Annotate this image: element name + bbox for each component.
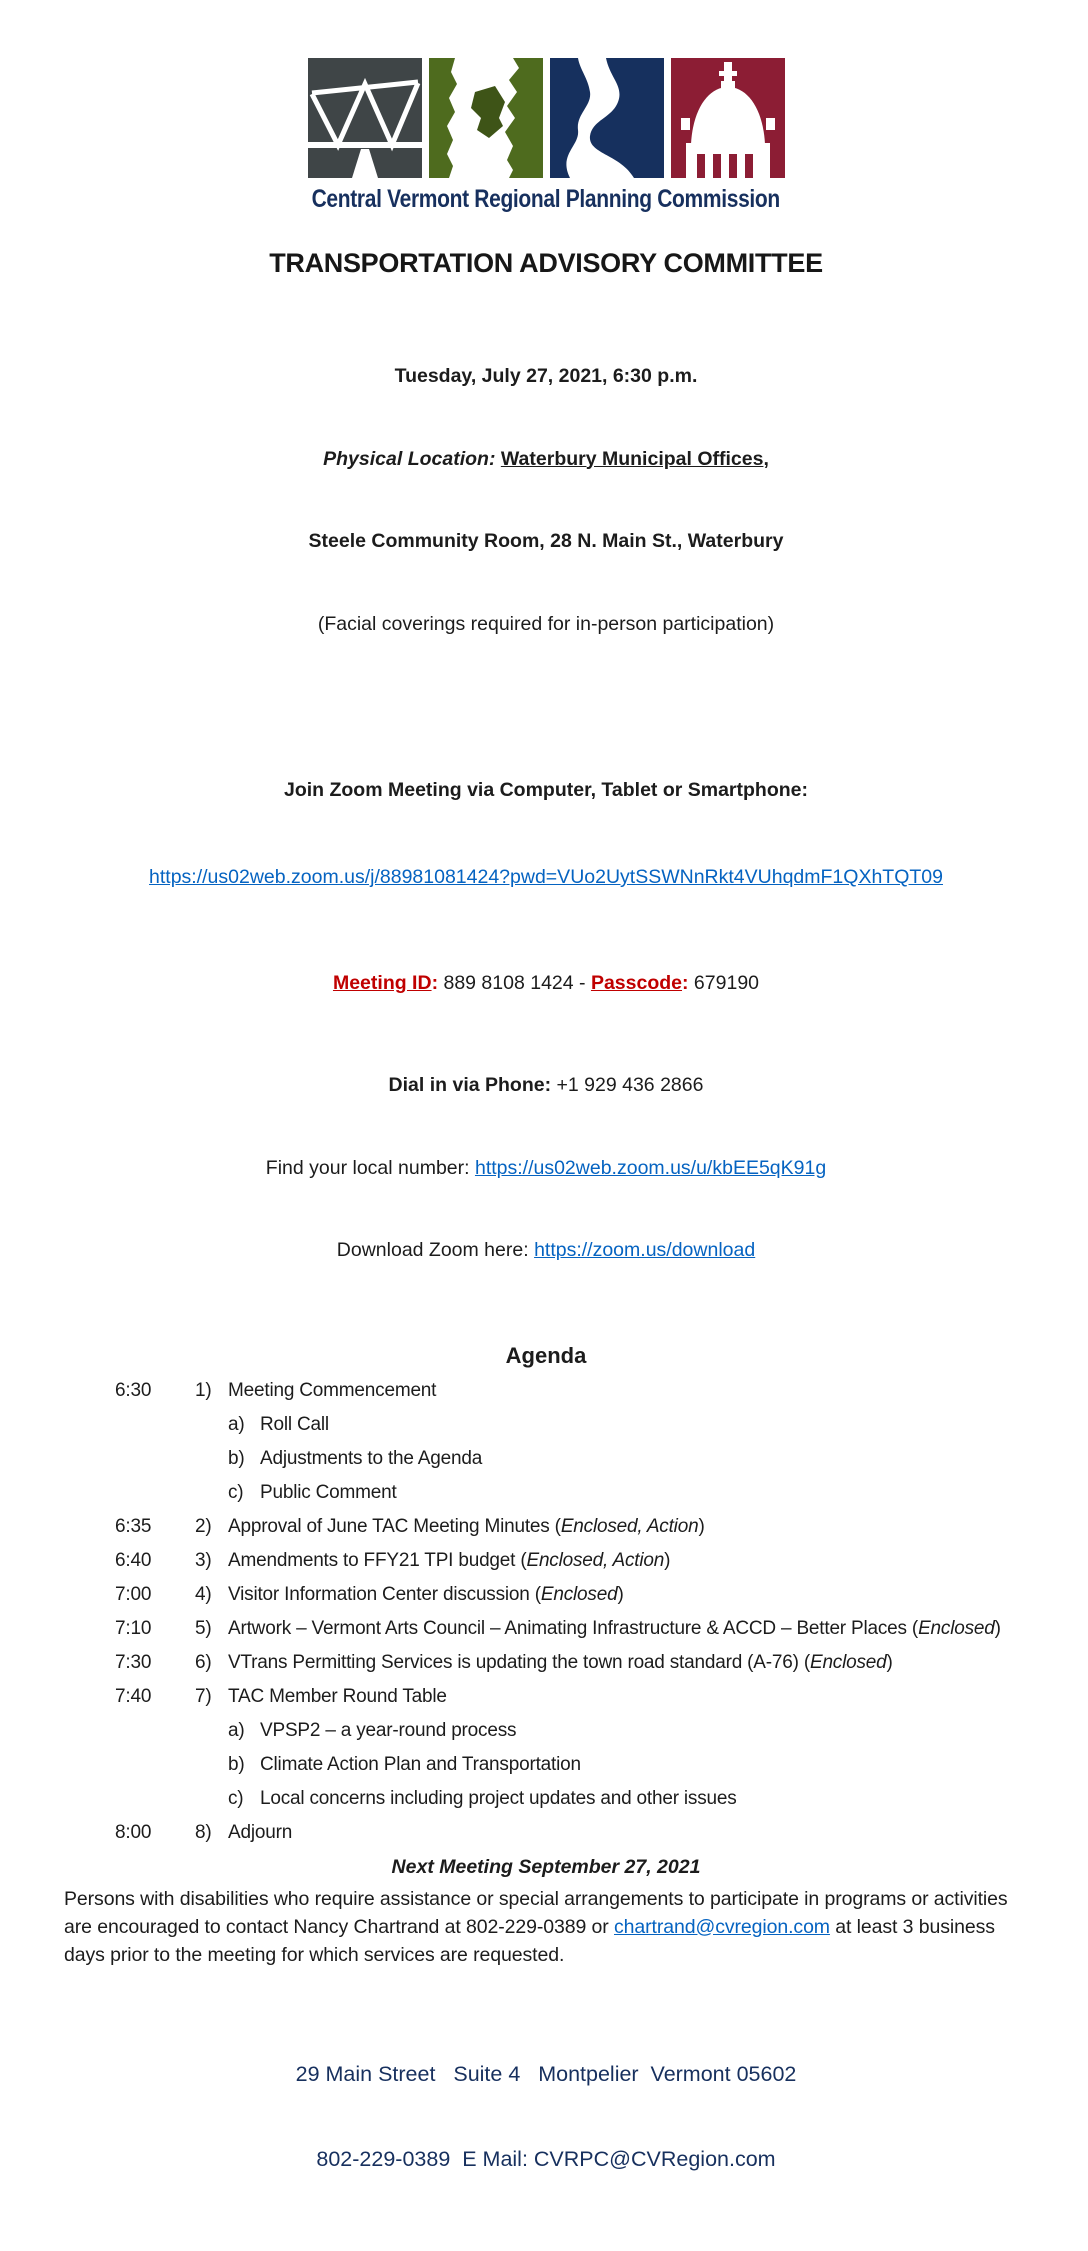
agenda-text-plain: Amendments to FFY21 TPI budget ( <box>228 1549 527 1571</box>
agenda-number: 4) <box>195 1583 212 1605</box>
meeting-id-label: Meeting ID <box>332 972 432 994</box>
agenda-time: 7:00 <box>115 1583 152 1605</box>
agenda-letter: a) <box>228 1413 245 1435</box>
agenda-number: 6) <box>195 1651 212 1673</box>
bridge-icon <box>308 58 422 178</box>
agenda-sub-text: Climate Action Plan and Transportation <box>260 1753 581 1775</box>
agenda-number: 3) <box>195 1549 212 1571</box>
agenda-letter: a) <box>228 1719 245 1741</box>
agenda-list <box>64 1374 1028 1850</box>
agenda-text <box>228 1578 1028 1612</box>
meeting-datetime: Tuesday, July 27, 2021, 6:30 p.m. <box>394 365 698 387</box>
notice-text-after: at least 3 business days prior to the meeting for which services are requested. <box>64 1915 1001 1966</box>
agenda-subitem-1c <box>64 1476 1028 1510</box>
agenda-time: 7:10 <box>115 1617 152 1639</box>
agenda-item-1 <box>64 1374 1028 1408</box>
agenda-time: 7:30 <box>115 1651 152 1673</box>
agenda-item-2 <box>64 1510 1028 1544</box>
local-number-label: Find your local number: <box>265 1156 475 1179</box>
agenda-subitem-1a <box>64 1408 1028 1442</box>
agenda-text-after: ) <box>994 1617 1001 1639</box>
passcode-value: 679190 <box>688 972 760 994</box>
cvrpc-logo <box>64 58 1028 214</box>
meeting-location-line <box>64 446 1028 474</box>
dial-value: +1 929 436 2866 <box>551 1074 704 1096</box>
agenda-letter: b) <box>228 1753 245 1775</box>
agenda-number: 8) <box>195 1821 212 1843</box>
download-zoom-link[interactable]: https://zoom.us/download <box>534 1239 756 1261</box>
logo-wordmark: Central Vermont Regional Planning Commission <box>311 185 781 213</box>
agenda-number: 1) <box>195 1379 212 1401</box>
logo-panels <box>64 58 1028 178</box>
location-label: Physical Location: <box>323 447 501 470</box>
agenda-number: 2) <box>195 1515 212 1537</box>
agenda-text-after: ) <box>698 1515 705 1537</box>
agenda-text <box>228 1612 1028 1646</box>
agenda-text-italic: Enclosed <box>809 1651 887 1673</box>
agenda-subitem-7b <box>64 1748 1028 1782</box>
agenda-item-8 <box>64 1816 1028 1850</box>
agenda-text <box>228 1510 1028 1544</box>
agenda-text-after: ) <box>617 1583 624 1605</box>
agenda-item-3 <box>64 1544 1028 1578</box>
agenda-text-after: ) <box>664 1549 671 1571</box>
agenda-text-italic: Enclosed, Action <box>526 1549 665 1571</box>
agenda-subitem-7c <box>64 1782 1028 1816</box>
agenda-text-plain: Approval of June TAC Meeting Minutes ( <box>228 1515 561 1537</box>
agenda-text-plain: Artwork – Vermont Arts Council – Animating Infrastructure & ACCD – Better Places ( <box>228 1617 919 1639</box>
agenda-text: TAC Member Round Table <box>228 1685 447 1707</box>
local-number-line <box>64 1155 1028 1183</box>
meeting-id-value: 889 8108 1424 - <box>438 972 591 994</box>
agenda-time: 6:30 <box>115 1379 152 1401</box>
agenda-text-plain: Visitor Information Center discussion ( <box>228 1583 541 1605</box>
agenda-sub-text: Local concerns including project updates and other issues <box>260 1787 737 1809</box>
agenda-heading: Agenda <box>505 1342 587 1368</box>
agenda-time: 6:40 <box>115 1549 152 1571</box>
footer-address: 29 Main Street Suite 4 Montpelier Vermont 05602 <box>295 2061 797 2086</box>
agenda-subitem-1b <box>64 1442 1028 1476</box>
dial-line <box>64 1072 1028 1100</box>
agenda-item-7 <box>64 1680 1028 1714</box>
agenda-time: 7:40 <box>115 1685 152 1707</box>
meeting-id-colon: : <box>431 972 439 994</box>
agenda-item-4 <box>64 1578 1028 1612</box>
capitol-dome-icon <box>671 58 785 178</box>
agenda-time: 6:35 <box>115 1515 152 1537</box>
download-label: Download Zoom here: <box>336 1239 535 1261</box>
agenda-number: 7) <box>195 1685 212 1707</box>
agenda-sub-text: VPSP2 – a year-round process <box>260 1719 517 1741</box>
agenda-text-italic: Enclosed <box>540 1583 618 1605</box>
join-link-line <box>64 863 1028 892</box>
dial-label: Dial in via Phone: <box>388 1074 552 1096</box>
location-value: Waterbury Municipal Offices <box>500 447 764 470</box>
agenda-text-italic: Enclosed, Action <box>560 1515 699 1537</box>
notice-text-before: Persons with disabilities who require assistance or special arrangements to participate in programs or activities are encouraged to contact Nancy Chartrand at 802-229-0389 or <box>64 1887 1013 1938</box>
facial-covering-note: (Facial coverings required for in-person participation) <box>317 612 775 635</box>
passcode-label: Passcode <box>590 972 683 994</box>
agenda-text <box>228 1646 1028 1680</box>
agenda-time: 8:00 <box>115 1821 152 1843</box>
agenda-number: 5) <box>195 1617 212 1639</box>
location-comma: , <box>763 447 769 470</box>
next-meeting-note: Next Meeting September 27, 2021 <box>391 1855 701 1878</box>
passcode-colon: : <box>682 972 689 994</box>
agenda-text: Adjourn <box>228 1821 293 1843</box>
agenda-sub-text: Adjustments to the Agenda <box>260 1447 483 1469</box>
agenda-letter: b) <box>228 1447 245 1469</box>
agenda-letter: c) <box>228 1787 244 1809</box>
local-number-link[interactable]: https://us02web.zoom.us/u/kbEE5qK91g <box>474 1156 827 1179</box>
agenda-item-6 <box>64 1646 1028 1680</box>
accessibility-notice <box>64 1885 1028 1969</box>
page-title: TRANSPORTATION ADVISORY COMMITTEE <box>269 248 823 278</box>
agenda-sub-text: Roll Call <box>260 1413 329 1435</box>
meeting-id-line <box>64 969 1028 998</box>
agenda-text-italic: Enclosed <box>918 1617 995 1639</box>
vermont-region-icon <box>429 58 543 178</box>
zoom-meeting-link[interactable]: https://us02web.zoom.us/j/88981081424?pwd=VUo2UytSSWNnRkt4VUhqdmF1QXhTQT09 <box>149 866 943 888</box>
footer <box>64 2003 1028 2231</box>
meeting-location-line2: Steele Community Room, 28 N. Main St., Waterbury <box>308 530 784 552</box>
agenda-letter: c) <box>228 1481 244 1503</box>
meeting-info <box>64 308 1028 693</box>
agenda-item-5 <box>64 1612 1028 1646</box>
agenda-text-after: ) <box>886 1651 893 1673</box>
contact-email-link[interactable]: chartrand@cvregion.com <box>614 1915 830 1938</box>
join-heading: Join Zoom Meeting via Computer, Tablet or Smartphone: <box>283 779 808 801</box>
agenda-text <box>228 1544 1028 1578</box>
agenda-text: Meeting Commencement <box>228 1379 437 1401</box>
river-icon <box>550 58 664 178</box>
download-line <box>64 1237 1028 1265</box>
agenda-text-plain: VTrans Permitting Services is updating the town road standard (A-76) ( <box>228 1651 810 1673</box>
dial-in-section <box>64 1017 1028 1320</box>
footer-contact: 802-229-0389 E Mail: CVRPC@CVRegion.com <box>316 2147 776 2171</box>
zoom-join-section <box>64 718 1028 950</box>
agenda-sub-text: Public Comment <box>260 1481 397 1503</box>
agenda-subitem-7a <box>64 1714 1028 1748</box>
